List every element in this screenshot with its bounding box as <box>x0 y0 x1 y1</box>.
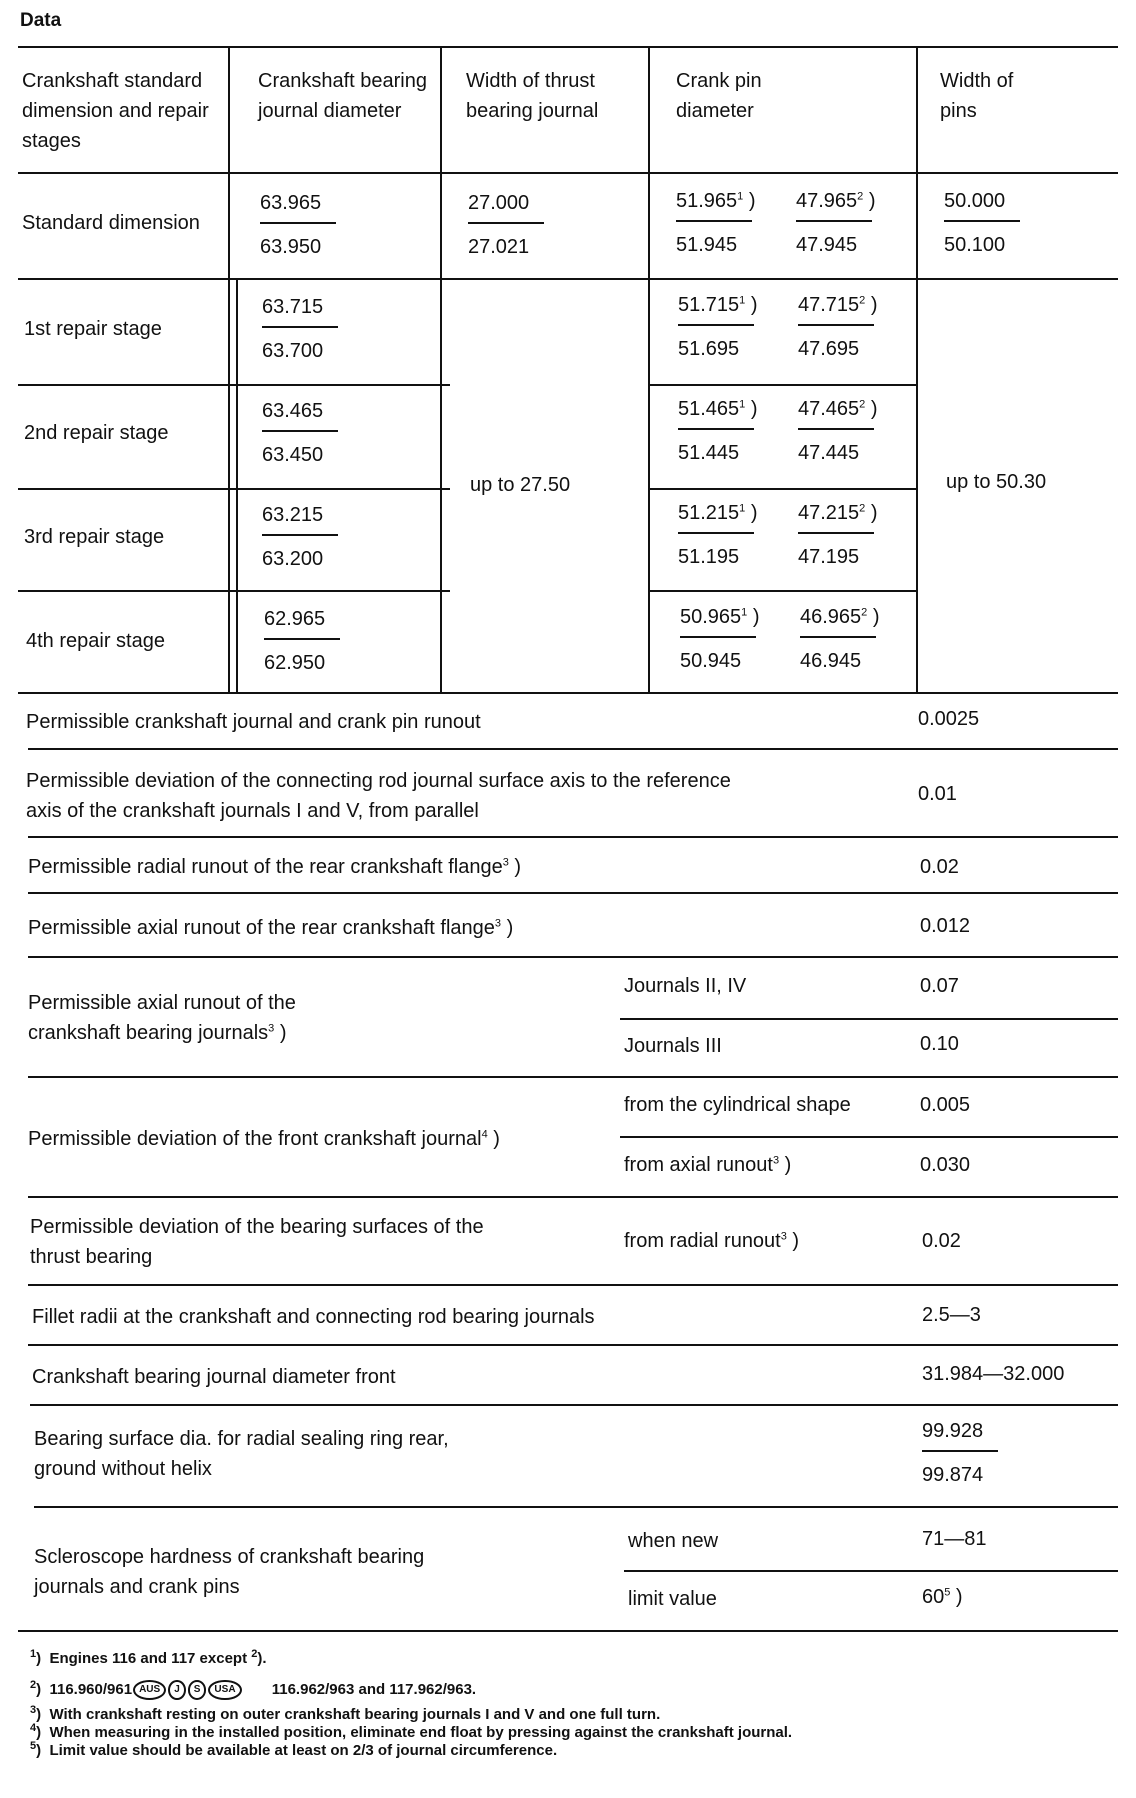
row-label: 3rd repair stage <box>24 526 165 548</box>
journal-min: 63.700 <box>262 340 324 362</box>
spec-label: Scleroscope hardness of crankshaft bearing journals and crank pins <box>34 1546 425 1598</box>
spec-sublabel: from the cylindrical shape <box>624 1094 851 1116</box>
fraction-bar <box>676 220 752 222</box>
rule <box>34 1506 1118 1508</box>
pin2-min: 47.695 <box>798 338 860 360</box>
spec-value: 31.984—32.000 <box>922 1363 1065 1385</box>
pin2-max: 47.715$^2$ ) <box>798 294 878 316</box>
spec-value-min: 99.874 <box>922 1464 984 1486</box>
pin2-min: 47.945 <box>796 234 858 256</box>
spec-sublabel: Journals II, IV <box>624 975 747 997</box>
journal-min: 63.450 <box>262 444 324 466</box>
pin1-min: 50.945 <box>680 650 742 672</box>
pin1-min: 51.445 <box>678 442 740 464</box>
journal-max: 63.465 <box>262 400 324 422</box>
spec-label: Permissible deviation of the bearing surfaces of the thrust bearing <box>30 1216 484 1268</box>
rule <box>28 1284 1118 1286</box>
rule <box>18 278 1118 280</box>
fraction-bar <box>944 220 1020 222</box>
pin1-max: 50.965$^1$ ) <box>680 606 760 628</box>
rule <box>648 384 918 386</box>
spec-label: Permissible radial runout of the rear crankshaft flange$^3$ ) <box>28 856 522 878</box>
row-label: 2nd repair stage <box>24 422 169 444</box>
rule <box>28 956 1118 958</box>
fraction-bar <box>680 636 756 638</box>
page-title: Data <box>20 10 62 31</box>
header-col3: Width of thrust bearing journal <box>466 70 599 122</box>
header-col2: Crankshaft bearing journal diameter <box>258 70 427 122</box>
fraction-bar <box>264 638 340 640</box>
row-label: 1st repair stage <box>24 318 162 340</box>
pin1-max: 51.965$^1$ ) <box>676 190 756 212</box>
pin2-max: 47.215$^2$ ) <box>798 502 878 524</box>
footnote-4: $^4$) When measuring in the installed position, eliminate end float by pressing against the crankshaft journal. <box>30 1722 793 1741</box>
pin1-max: 51.715$^1$ ) <box>678 294 758 316</box>
spec-value: 71—81 <box>922 1528 987 1550</box>
badge-usa: USA <box>208 1680 241 1700</box>
journal-max: 63.965 <box>260 192 322 214</box>
footnote-1: $^1$) Engines 116 and 117 except $^2$). <box>30 1648 267 1667</box>
fraction-bar <box>678 532 754 534</box>
spec-value: 0.07 <box>920 975 959 997</box>
rule <box>28 892 1118 894</box>
row-label: Standard dimension <box>22 212 200 234</box>
pin2-min: 46.945 <box>800 650 862 672</box>
fraction-bar <box>800 636 876 638</box>
rule <box>28 1344 1118 1346</box>
pin2-min: 47.445 <box>798 442 860 464</box>
fraction-bar <box>678 428 754 430</box>
rule <box>18 488 450 490</box>
spec-value: $60^5$ ) <box>922 1586 963 1608</box>
spec-value: 0.01 <box>918 783 957 805</box>
pin2-min: 47.195 <box>798 546 860 568</box>
pin2-max: 47.465$^2$ ) <box>798 398 878 420</box>
thrust-repair-value: up to 27.50 <box>470 474 571 496</box>
spec-value: 0.02 <box>922 1230 961 1252</box>
pin2-max: 47.965$^2$ ) <box>796 190 876 212</box>
width-repair-value: up to 50.30 <box>946 471 1047 493</box>
spec-sublabel: when new <box>628 1530 719 1552</box>
width-min: 50.000 <box>944 190 1006 212</box>
spec-label: Permissible axial runout of the crankshaft bearing journals$^3$ ) <box>28 992 296 1044</box>
rule <box>28 836 1118 838</box>
pin1-min: 51.695 <box>678 338 740 360</box>
rule <box>28 1196 1118 1198</box>
rule <box>28 748 1118 750</box>
header-col5: Width of pins <box>940 70 1014 122</box>
fraction-bar <box>262 534 338 536</box>
rule <box>236 280 238 692</box>
rule <box>28 1076 1118 1078</box>
spec-value: 0.10 <box>920 1033 959 1055</box>
rule <box>916 46 918 692</box>
rule <box>648 46 650 692</box>
badge-aus: AUS <box>133 1680 166 1700</box>
spec-value: 0.02 <box>920 856 959 878</box>
pin1-min: 51.195 <box>678 546 740 568</box>
spec-label: Permissible deviation of the front crankshaft journal$^4$ ) <box>28 1128 500 1150</box>
pin1-max: 51.215$^1$ ) <box>678 502 758 524</box>
pin1-max: 51.465$^1$ ) <box>678 398 758 420</box>
fraction-bar <box>922 1450 998 1452</box>
spec-sublabel: limit value <box>628 1588 717 1610</box>
rule <box>18 1630 1118 1632</box>
spec-sublabel: Journals III <box>624 1035 722 1057</box>
rule <box>648 488 918 490</box>
rule <box>620 1136 1118 1138</box>
spec-label: Permissible deviation of the connecting rod journal surface axis to the reference axis of the crankshaft journals I and V, from parallel <box>26 770 731 822</box>
spec-label: Fillet radii at the crankshaft and connecting rod bearing journals <box>32 1306 595 1328</box>
rule <box>648 590 918 592</box>
pin2-max: 46.965$^2$ ) <box>800 606 880 628</box>
rule <box>30 1404 1118 1406</box>
thrust-min: 27.000 <box>468 192 530 214</box>
badge-j: J <box>168 1680 186 1700</box>
fraction-bar <box>798 428 874 430</box>
fraction-bar <box>262 430 338 432</box>
spec-value: 0.0025 <box>918 708 980 730</box>
fraction-bar <box>798 532 874 534</box>
journal-min: 63.200 <box>262 548 324 570</box>
rule <box>228 46 230 692</box>
fraction-bar <box>798 324 874 326</box>
pin1-min: 51.945 <box>676 234 738 256</box>
footnote-5: $^5$) Limit value should be available at least on 2/3 of journal circumference. <box>30 1740 558 1759</box>
spec-value: 0.005 <box>920 1094 971 1116</box>
thrust-max: 27.021 <box>468 236 530 258</box>
spec-sublabel: from axial runout$^3$ ) <box>624 1154 792 1176</box>
fraction-bar <box>262 326 338 328</box>
footnote-2: $^2$) 116.960/961 AUS J S USA 116.962/963 and 117.962/963. <box>30 1680 476 1700</box>
journal-min: 62.950 <box>264 652 326 674</box>
rule <box>18 172 1118 174</box>
rule <box>18 590 450 592</box>
rule <box>620 1018 1118 1020</box>
spec-sublabel: from radial runout$^3$ ) <box>624 1230 800 1252</box>
journal-max: 62.965 <box>264 608 326 630</box>
rule <box>18 46 1118 48</box>
spec-value: 2.5—3 <box>922 1304 981 1326</box>
journal-min: 63.950 <box>260 236 322 258</box>
rule <box>18 384 450 386</box>
fraction-bar <box>796 220 872 222</box>
header-col1: Crankshaft standard dimension and repair stages <box>22 70 209 152</box>
width-max: 50.100 <box>944 234 1006 256</box>
rule <box>624 1570 1118 1572</box>
row-label: 4th repair stage <box>26 630 165 652</box>
rule <box>18 692 1118 694</box>
badge-s: S <box>188 1680 207 1700</box>
spec-label: Permissible crankshaft journal and crank pin runout <box>26 711 481 733</box>
fraction-bar <box>468 222 544 224</box>
rule <box>440 46 442 692</box>
spec-label: Bearing surface dia. for radial sealing ring rear, ground without helix <box>34 1428 449 1480</box>
spec-value: 0.030 <box>920 1154 971 1176</box>
spec-label: Permissible axial runout of the rear crankshaft flange$^3$ ) <box>28 917 514 939</box>
journal-max: 63.715 <box>262 296 324 318</box>
footnote-3: $^3$) With crankshaft resting on outer crankshaft bearing journals I and V and one full turn. <box>30 1704 661 1723</box>
header-col4: Crank pin diameter <box>676 70 762 122</box>
journal-max: 63.215 <box>262 504 324 526</box>
fraction-bar <box>260 222 336 224</box>
fraction-bar <box>678 324 754 326</box>
spec-label: Crankshaft bearing journal diameter front <box>32 1366 396 1388</box>
spec-value-max: 99.928 <box>922 1420 984 1442</box>
spec-value: 0.012 <box>920 915 971 937</box>
